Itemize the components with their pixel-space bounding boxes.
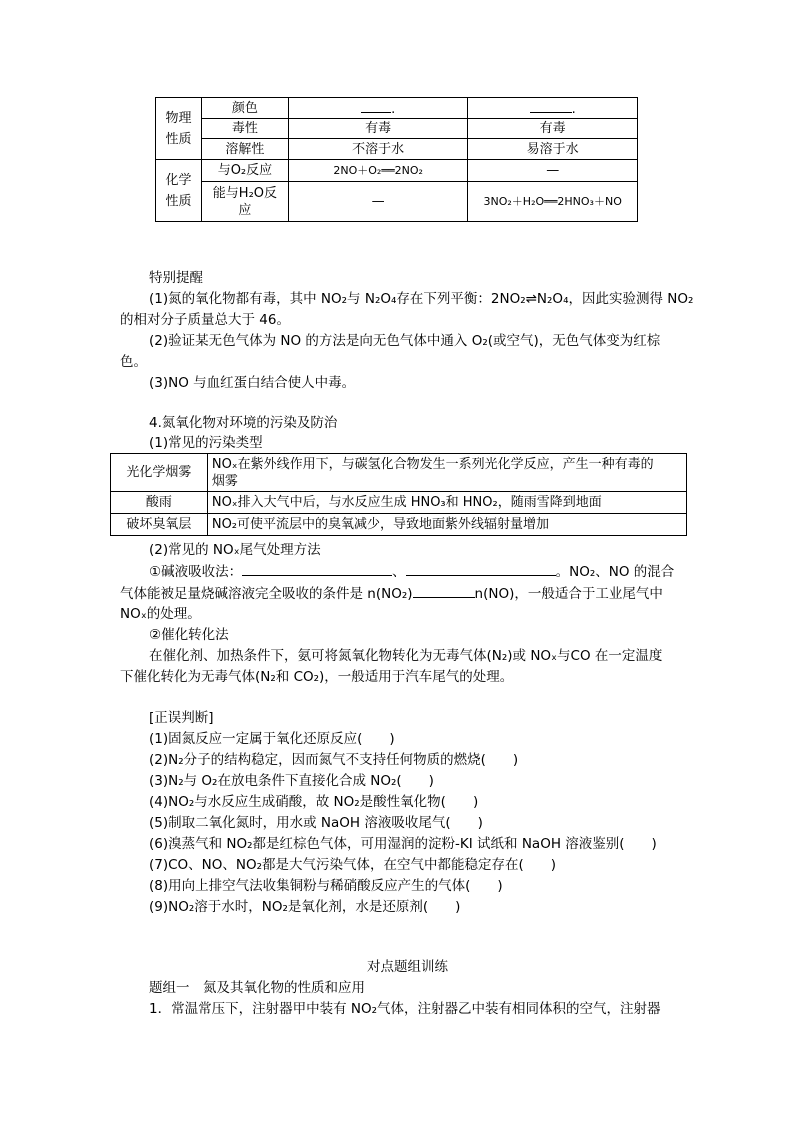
pollution-desc: NO₂可使平流层中的臭氧减少，导致地面紫外线辐射量增加	[207, 514, 686, 536]
properties-table	[155, 97, 638, 222]
no2-h2o-cell: 3NO₂＋H₂O══2HNO₃＋NO	[468, 182, 638, 222]
chemical-properties-header: 化学性质	[156, 160, 202, 222]
alkali-blank-1	[242, 561, 392, 576]
no2-solubility-cell: 易溶于水	[468, 139, 638, 160]
no-color-cell: .	[288, 98, 467, 119]
question-group-1: 题组一 氮及其氧化物的性质和应用	[149, 980, 365, 996]
catalytic-line-2: 下催化转化为无毒气体(N₂和 CO₂)，一般适用于汽车尾气的处理。	[120, 669, 514, 685]
judgement-item: (8)用向上排空气法收集铜粉与稀硝酸反应产生的气体( )	[149, 878, 503, 894]
pollution-row	[111, 454, 687, 492]
alkali-absorption-line: ①碱液吸收法： 、 。NO₂、NO 的混合	[149, 561, 674, 582]
no2-color-cell: .	[468, 98, 638, 119]
no-solubility-cell: 不溶于水	[288, 139, 467, 160]
treatment-heading: (2)常见的 NOₓ尾气处理方法	[149, 542, 321, 558]
no-o2-cell: 2NO＋O₂══2NO₂	[288, 160, 467, 182]
row-label-toxicity: 毒性	[201, 119, 288, 139]
pollution-row	[111, 514, 687, 536]
judgement-item: (6)溴蒸气和 NO₂都是红棕色气体，可用湿润的淀粉-KI 试纸和 NaOH 溶液鉴别( )	[149, 836, 657, 852]
no2-toxicity-cell: 有毒	[468, 119, 638, 139]
ratio-blank	[413, 583, 475, 598]
alkali-line-3: NOₓ的处理。	[120, 606, 201, 622]
note-2-line-1: (2)验证某无色气体为 NO 的方法是向无色气体中通入 O₂(或空气)，无色气体变为红棕	[149, 333, 661, 349]
practice-title: 对点题组训练	[367, 959, 448, 975]
pollution-types-heading: (1)常见的污染类型	[149, 435, 263, 451]
row-label-color: 颜色	[201, 98, 288, 119]
catalytic-line-1: 在催化剂、加热条件下，氨可将氮氧化物转化为无毒气体(N₂)或 NOₓ与CO 在一定温度	[149, 648, 663, 664]
no2-o2-cell: —	[468, 160, 638, 182]
judgement-item: (4)NO₂与水反应生成硝酸，故 NO₂是酸性氧化物( )	[149, 794, 479, 810]
judgement-item: (9)NO₂溶于水时，NO₂是氧化剂，水是还原剂( )	[149, 899, 461, 915]
pollution-type: 破坏臭氧层	[111, 514, 208, 536]
note-2-line-2: 色。	[120, 354, 147, 370]
pollution-table	[110, 453, 687, 536]
row-label-h2o-reaction: 能与H₂O反应	[201, 182, 288, 222]
judgement-item: (1)固氮反应一定属于氧化还原反应( )	[149, 731, 395, 747]
special-note-title: 特别提醒	[149, 270, 203, 286]
judgement-title: [正误判断]	[149, 710, 214, 726]
no-h2o-cell: —	[288, 182, 467, 222]
note-3: (3)NO 与血红蛋白结合使人中毒。	[149, 375, 356, 391]
row-label-solubility: 溶解性	[201, 139, 288, 160]
question-1: 1．常温常压下，注射器甲中装有 NO₂气体，注射器乙中装有相同体积的空气，注射器	[149, 1001, 661, 1017]
alkali-condition-line: 气体能被足量烧碱溶液完全吸收的条件是 n(NO₂) n(NO)，一般适合于工业尾气中	[120, 583, 663, 604]
section-4-title: 4.氮氧化物对环境的污染及防治	[149, 415, 338, 431]
pollution-desc: NOₓ排入大气中后，与水反应生成 HNO₃和 HNO₂，随雨雪降到地面	[207, 492, 686, 514]
pollution-row	[111, 492, 687, 514]
judgement-item: (7)CO、NO、NO₂都是大气污染气体，在空气中都能稳定存在( )	[149, 857, 557, 873]
note-1-line-2: 的相对分子质量总大于 46。	[120, 312, 290, 328]
alkali-blank-2	[406, 561, 556, 576]
note-1-line-1: (1)氮的氧化物都有毒，其中 NO₂与 N₂O₄存在下列平衡：2NO₂⇌N₂O₄，因此实验测得 NO₂	[149, 291, 694, 307]
judgement-item: (2)N₂分子的结构稳定，因而氮气不支持任何物质的燃烧( )	[149, 752, 519, 768]
physical-properties-header: 物理性质	[156, 98, 202, 160]
pollution-type: 光化学烟雾	[111, 454, 208, 492]
row-label-o2-reaction: 与O₂反应	[201, 160, 288, 182]
pollution-desc: NOₓ在紫外线作用下，与碳氢化合物发生一系列光化学反应，产生一种有毒的 烟雾	[207, 454, 686, 492]
judgement-item: (3)N₂与 O₂在放电条件下直接化合成 NO₂( )	[149, 773, 434, 789]
judgement-item: (5)制取二氧化氮时，用水或 NaOH 溶液吸收尾气( )	[149, 815, 483, 831]
no-toxicity-cell: 有毒	[288, 119, 467, 139]
pollution-type: 酸雨	[111, 492, 208, 514]
catalytic-title: ②催化转化法	[149, 627, 229, 643]
